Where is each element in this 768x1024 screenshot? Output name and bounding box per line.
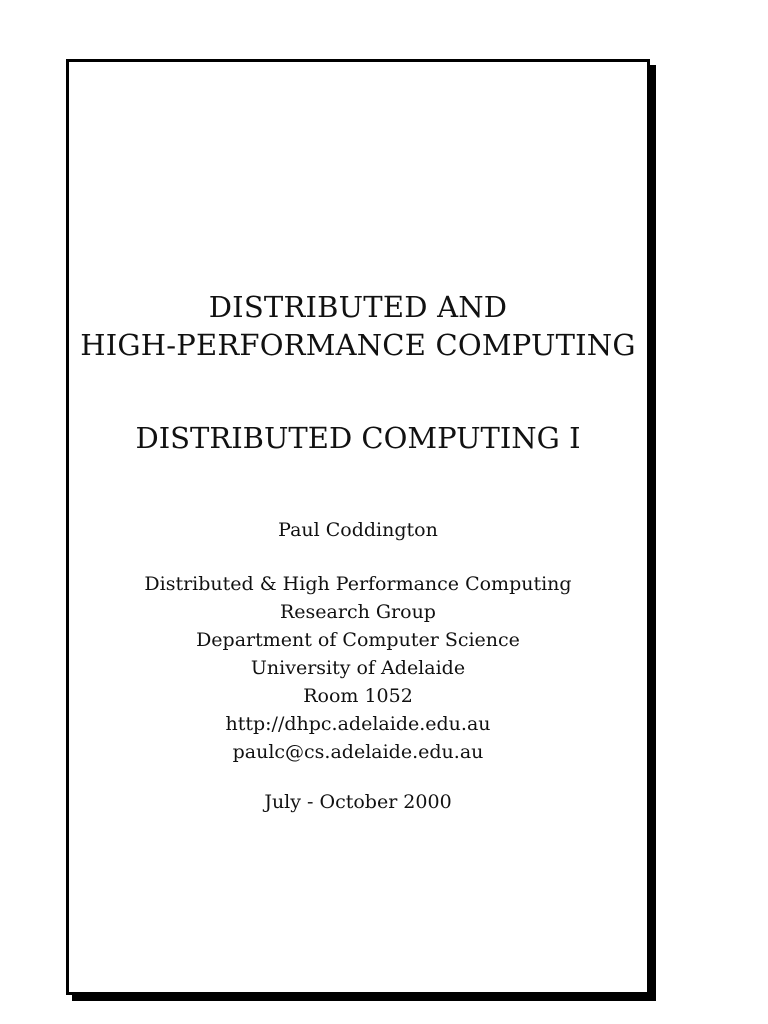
affiliation-group: Distributed & High Performance Computing <box>144 573 572 595</box>
document-title <box>69 288 647 364</box>
affiliation-room: Room 1052 <box>303 685 413 707</box>
affiliation-department: Department of Computer Science <box>196 629 520 651</box>
title-page <box>66 59 650 995</box>
author-affiliation <box>69 570 647 766</box>
document-subtitle: DISTRIBUTED COMPUTING I <box>135 421 581 455</box>
title-line-2: HIGH-PERFORMANCE COMPUTING <box>80 328 636 362</box>
affiliation-university: University of Adelaide <box>250 657 466 679</box>
title-line-1: DISTRIBUTED AND <box>208 290 508 324</box>
affiliation-email: paulc@cs.adelaide.edu.au <box>232 741 484 763</box>
affiliation-group-suffix: Research Group <box>280 601 436 623</box>
document-date: July - October 2000 <box>264 791 452 813</box>
author-name: Paul Coddington <box>278 519 438 541</box>
affiliation-website: http://dhpc.adelaide.edu.au <box>225 713 491 735</box>
